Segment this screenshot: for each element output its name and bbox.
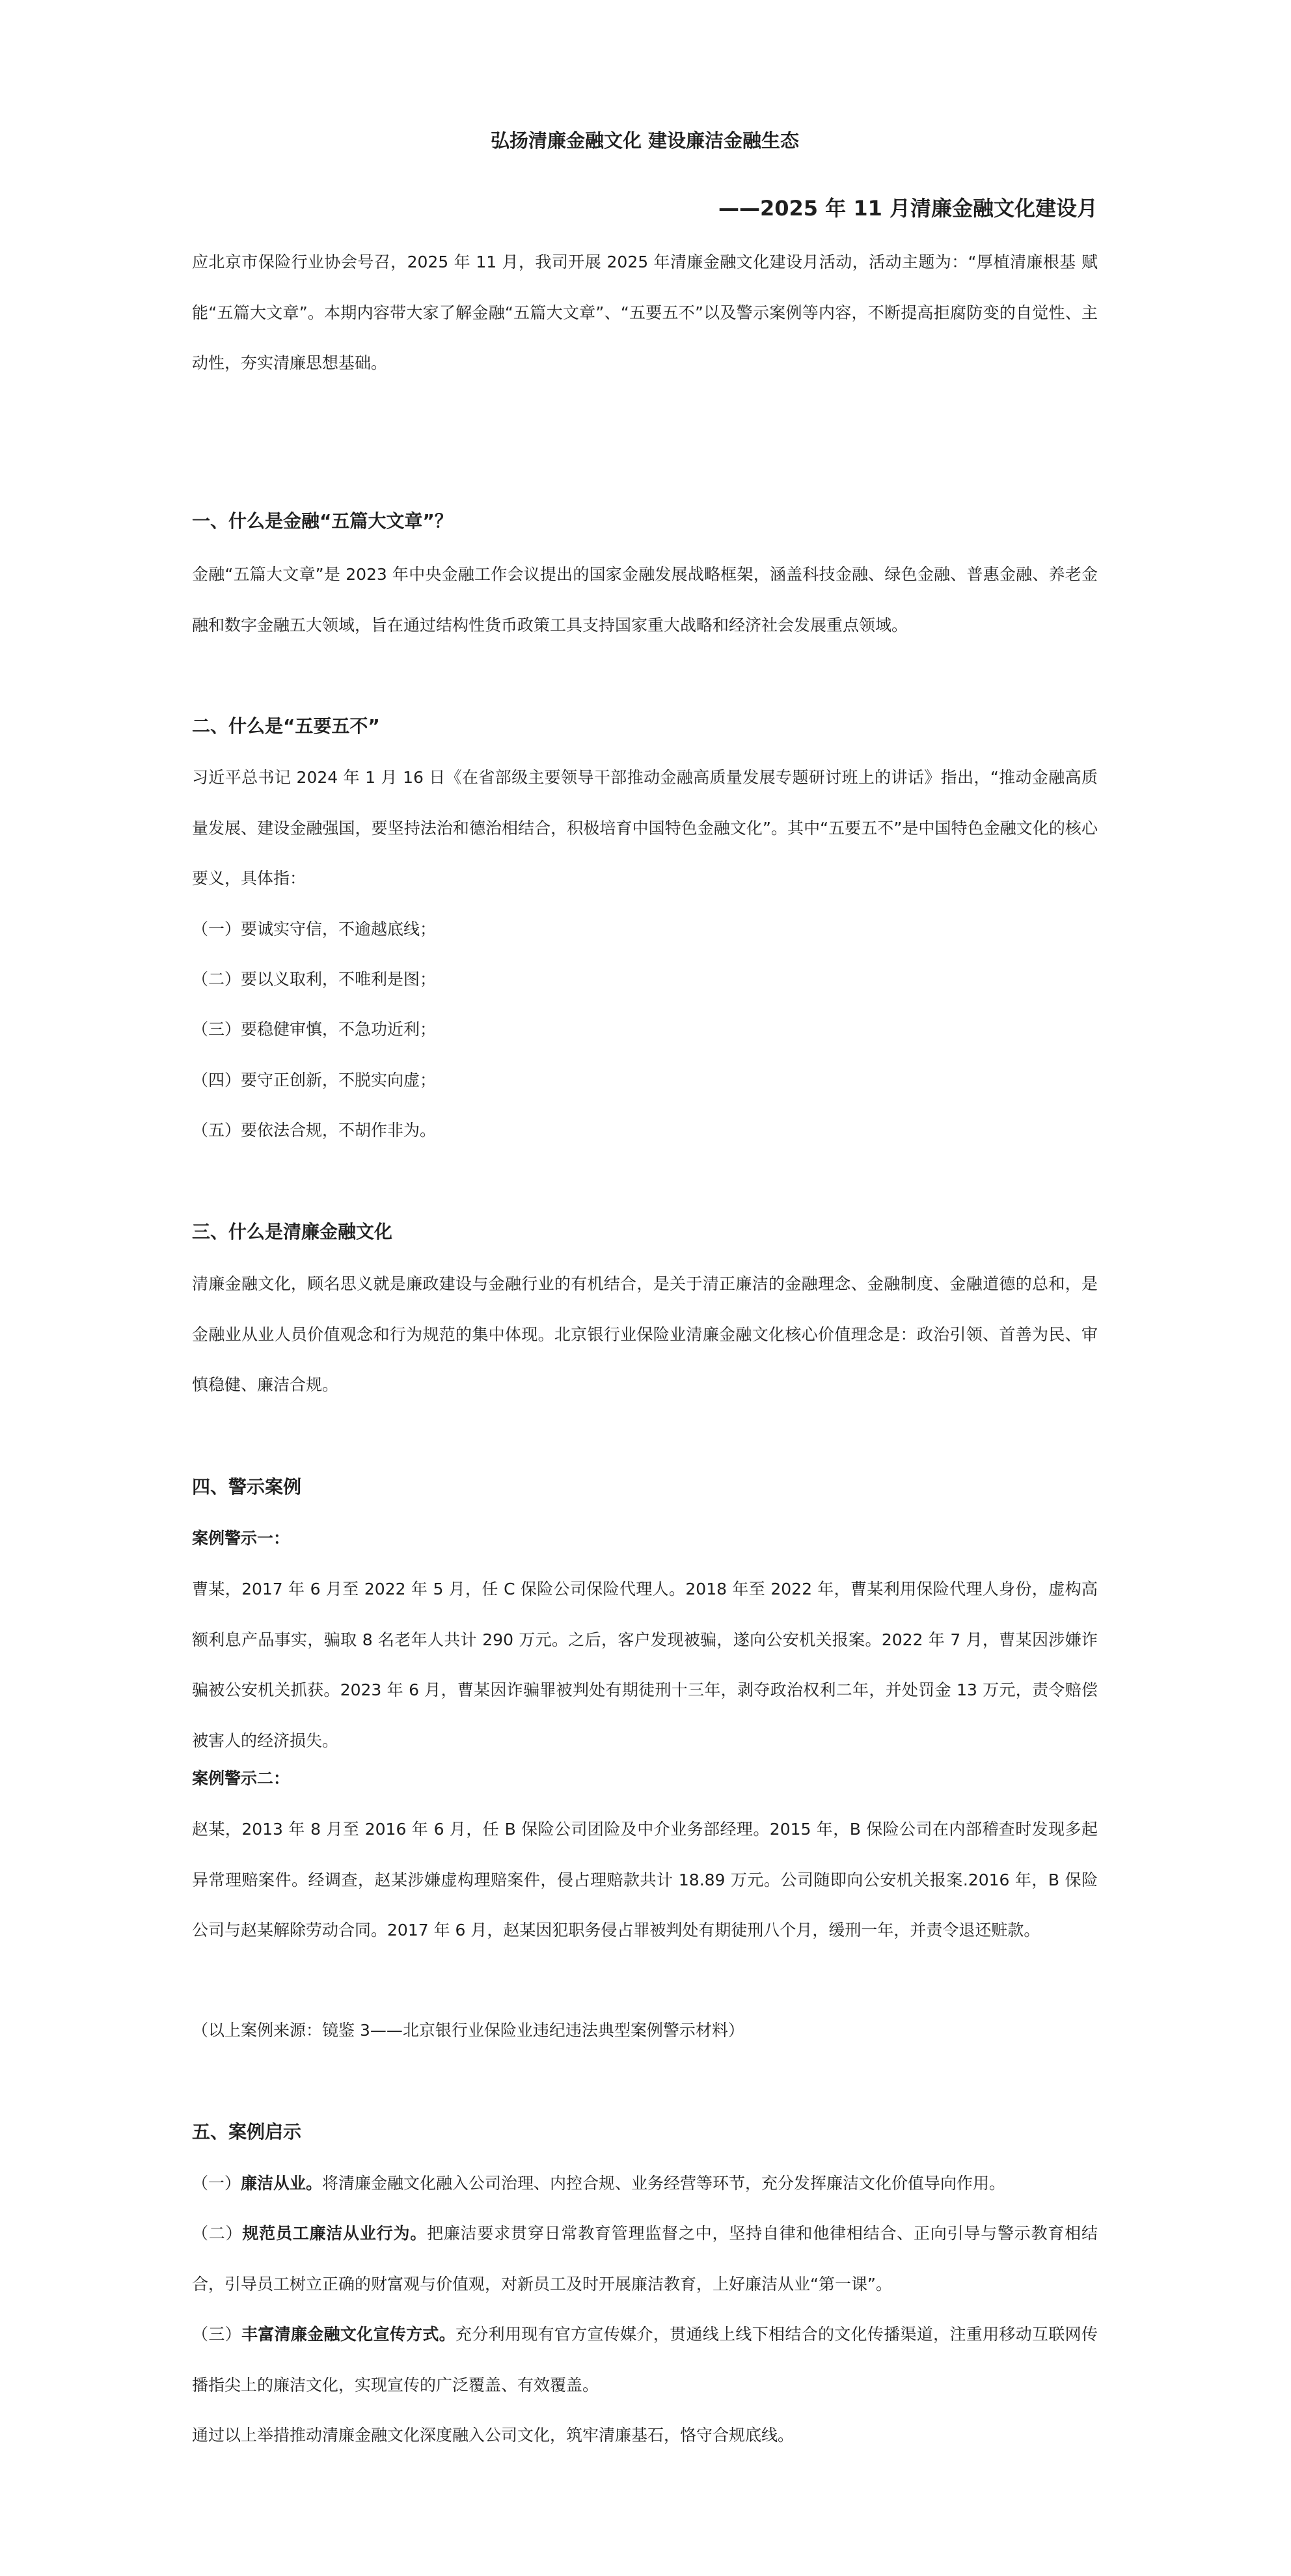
section5-item-1-prefix: （一） — [192, 2174, 241, 2193]
case2-body: 赵某，2013 年 8 月至 2016 年 6 月，任 B 保险公司团险及中介业务部经理。2015 年，B 保险公司在内部稽查时发现多起异常理赔案件。经调查，赵某涉嫌虚构理赔案件，侵占理赔款共计 18.89 万元。公司随即向公安机关报案.2016 年，B 保险公司与赵某解除劳动合同。2017 年 6 月，赵某因犯职务侵占罪被判处有期徒刑八个月，缓刑一年，并责令退还赃款。 — [192, 1820, 1098, 1939]
section5-item-1-bold: 廉洁从业。 — [241, 2174, 323, 2193]
case-source-note: （以上案例来源：镜鉴 3——北京银行业保险业违纪违法典型案例警示材料） — [192, 2021, 744, 2040]
section1-body: 金融“五篇大文章”是 2023 年中央金融工作会议提出的国家金融发展战略框架，涵盖科技金融、绿色金融、普惠金融、养老金融和数字金融五大领域，旨在通过结构性货币政策工具支持国家重大战略和经济社会发展重点领域。 — [192, 565, 1098, 635]
document-title: 弘扬清廉金融文化 建设廉洁金融生态 — [490, 130, 800, 152]
section5-item-2-text: 把廉洁要求贯穿日常教育管理监督之中，坚持自律和他律相结合、正向引导与警示教育相结合，引导员工树立正确的财富观与价值观，对新员工及时开展廉洁教育，上好廉洁从业“第一课”。 — [192, 2224, 1098, 2294]
case1-title: 案例警示一： — [192, 1529, 290, 1548]
case2-title: 案例警示二： — [192, 1769, 290, 1788]
section1-heading: 一、什么是金融“五篇大文章”？ — [192, 510, 453, 532]
section2-item-1: （一）要诚实守信，不逾越底线； — [192, 920, 437, 939]
section5-item-3-bold: 丰富清廉金融文化宣传方式。 — [241, 2325, 456, 2344]
section4-heading: 四、警示案例 — [192, 1476, 302, 1498]
section5-heading: 五、案例启示 — [192, 2121, 302, 2143]
section5-item-3-prefix: （三） — [192, 2325, 241, 2344]
section5-item-2-prefix: （二） — [192, 2224, 243, 2243]
section3-heading: 三、什么是清廉金融文化 — [192, 1221, 393, 1242]
section5-item-1-text: 将清廉金融文化融入公司治理、内控合规、业务经营等环节，充分发挥廉洁文化价值导向作用。 — [322, 2174, 1006, 2193]
document-subtitle: ——2025 年 11 月清廉金融文化建设月 — [718, 196, 1098, 221]
section2-item-2: （二）要以义取利，不唯利是图； — [192, 970, 437, 989]
closing-paragraph: 通过以上举措推动清廉金融文化深度融入公司文化，筑牢清廉基石，恪守合规底线。 — [192, 2426, 795, 2445]
section2-item-5: （五）要依法合规，不胡作非为。 — [192, 1121, 437, 1140]
section5-item-1 — [192, 2158, 1098, 2209]
section5-item-2 — [192, 2208, 1098, 2309]
section5-item-3 — [192, 2309, 1098, 2410]
section2-item-3: （三）要稳健审慎，不急功近利； — [192, 1020, 437, 1039]
case1-body: 曹某，2017 年 6 月至 2022 年 5 月，任 C 保险公司保险代理人。2018 年至 2022 年，曹某利用保险代理人身份，虚构高额利息产品事实，骗取 8 名老年人共计 290 万元。之后，客户发现被骗，遂向公安机关报案。2022 年 7 月，曹某因涉嫌诈骗被公安机关抓获。2023 年 6 月，曹某因诈骗罪被判处有期徒刑十三年，剥夺政治权利二年，并处罚金 13 万元，责令赔偿被害人的经济损失。 — [192, 1580, 1098, 1750]
section5-item-3-text: 充分利用现有官方宣传媒介，贯通线上线下相结合的文化传播渠道，注重用移动互联网传播指尖上的廉洁文化，实现宣传的广泛覆盖、有效覆盖。 — [192, 2325, 1098, 2394]
intro-paragraph: 应北京市保险行业协会号召，2025 年 11 月，我司开展 2025 年清廉金融文化建设月活动，活动主题为：“厚植清廉根基 赋能“五篇大文章”。本期内容带大家了解金融“五篇大文章”、“五要五不”以及警示案例等内容，不断提高拒腐防变的自觉性、主动性，夯实清廉思想基础。 — [192, 253, 1098, 372]
section5-item-2-bold: 规范员工廉洁从业行为。 — [242, 2224, 428, 2243]
section3-body: 清廉金融文化，顾名思义就是廉政建设与金融行业的有机结合，是关于清正廉洁的金融理念、金融制度、金融道德的总和，是金融业从业人员价值观念和行为规范的集中体现。北京银行业保险业清廉金融文化核心价值理念是：政治引领、首善为民、审慎稳健、廉洁合规。 — [192, 1274, 1098, 1394]
section2-body: 习近平总书记 2024 年 1 月 16 日《在省部级主要领导干部推动金融高质量发展专题研讨班上的讲话》指出，“推动金融高质量发展、建设金融强国，要坚持法治和德治相结合，积极培育中国特色金融文化”。其中“五要五不”是中国特色金融文化的核心要义，具体指： — [192, 768, 1098, 888]
section2-heading: 二、什么是“五要五不” — [192, 715, 380, 737]
section2-item-4: （四）要守正创新，不脱实向虚； — [192, 1071, 437, 1089]
